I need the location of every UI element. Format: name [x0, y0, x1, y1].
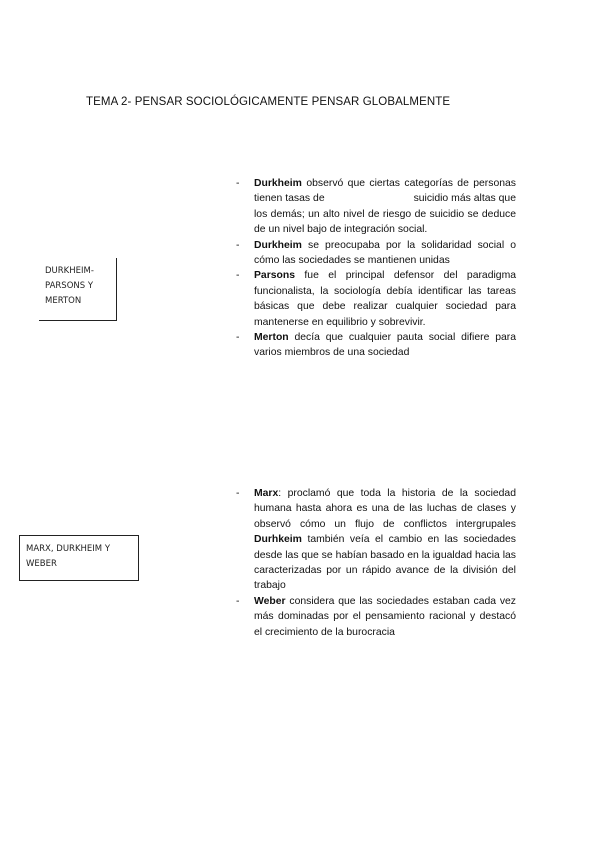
author-name: Durhkeim	[254, 534, 302, 546]
item-text: suicidio más altas que los demás; un alto nivel de riesgo de suicidio se deduce de un nivel bajo de integración social.	[254, 193, 516, 236]
authors-box-durkheim-parsons-merton	[39, 258, 117, 321]
box-line: PARSONS Y	[45, 281, 94, 291]
item-text: se preocupaba por la solidaridad social o cómo las sociedades se mantienen unidas	[254, 239, 516, 267]
authors-box-marx-durkheim-weber	[19, 535, 139, 581]
author-name: Durkheim	[254, 239, 302, 251]
bullet-dash: -	[236, 595, 240, 607]
item-text: fue el principal defensor del paradigma funcionalista, la sociología debía identificar las tareas básicas que debe realizar cualquier sociedad para mantenerse en equilibrio y sobrevivir.	[254, 270, 517, 328]
box-line: WEBER	[26, 559, 57, 569]
box-line: MARX, DURKHEIM Y	[26, 544, 111, 554]
document-title: TEMA 2- PENSAR SOCIOLÓGICAMENTE PENSAR GLOBALMENTE	[86, 96, 451, 108]
author-name: Weber	[254, 595, 286, 607]
item-text: también veía el cambio en las sociedades desde las que se habían basado en la igualdad hacia las caracterizadas por un rápido avance de la división del trabajo	[254, 534, 516, 592]
bullet-list-section2	[236, 486, 516, 640]
box-line: DURKHEIM-	[45, 266, 94, 276]
bullet-dash: -	[236, 270, 240, 282]
bullet-dash: -	[236, 239, 240, 251]
bullet-dash: -	[236, 488, 240, 499]
bullet-dash: -	[236, 332, 240, 344]
list-item	[236, 176, 516, 238]
author-name: Merton	[254, 332, 289, 344]
list-item	[236, 486, 516, 594]
item-text: decía que cualquier pauta social difiere para varios miembros de una sociedad	[254, 332, 516, 359]
list-item	[236, 330, 516, 361]
list-item	[236, 594, 516, 640]
item-text: considera que las sociedades estaban cada vez más dominadas por el pensamiento racional y destacó el crecimiento de la burocracia	[254, 595, 516, 638]
bullet-list-section1	[236, 176, 516, 361]
author-name: Parsons	[254, 270, 296, 282]
author-name: Marx	[254, 488, 279, 499]
item-text: observó que ciertas categorías de personas tienen tasas de	[254, 178, 516, 205]
bullet-dash: -	[236, 178, 240, 189]
list-item	[236, 238, 516, 269]
list-item	[236, 268, 516, 330]
box-line: MERTON	[45, 296, 82, 306]
item-text: : proclamó que toda la historia de la sociedad humana hasta ahora es una de las luchas de clases y observó cómo un flujo de conflictos intergrupales	[254, 488, 516, 530]
author-name: Durkheim	[254, 178, 302, 189]
